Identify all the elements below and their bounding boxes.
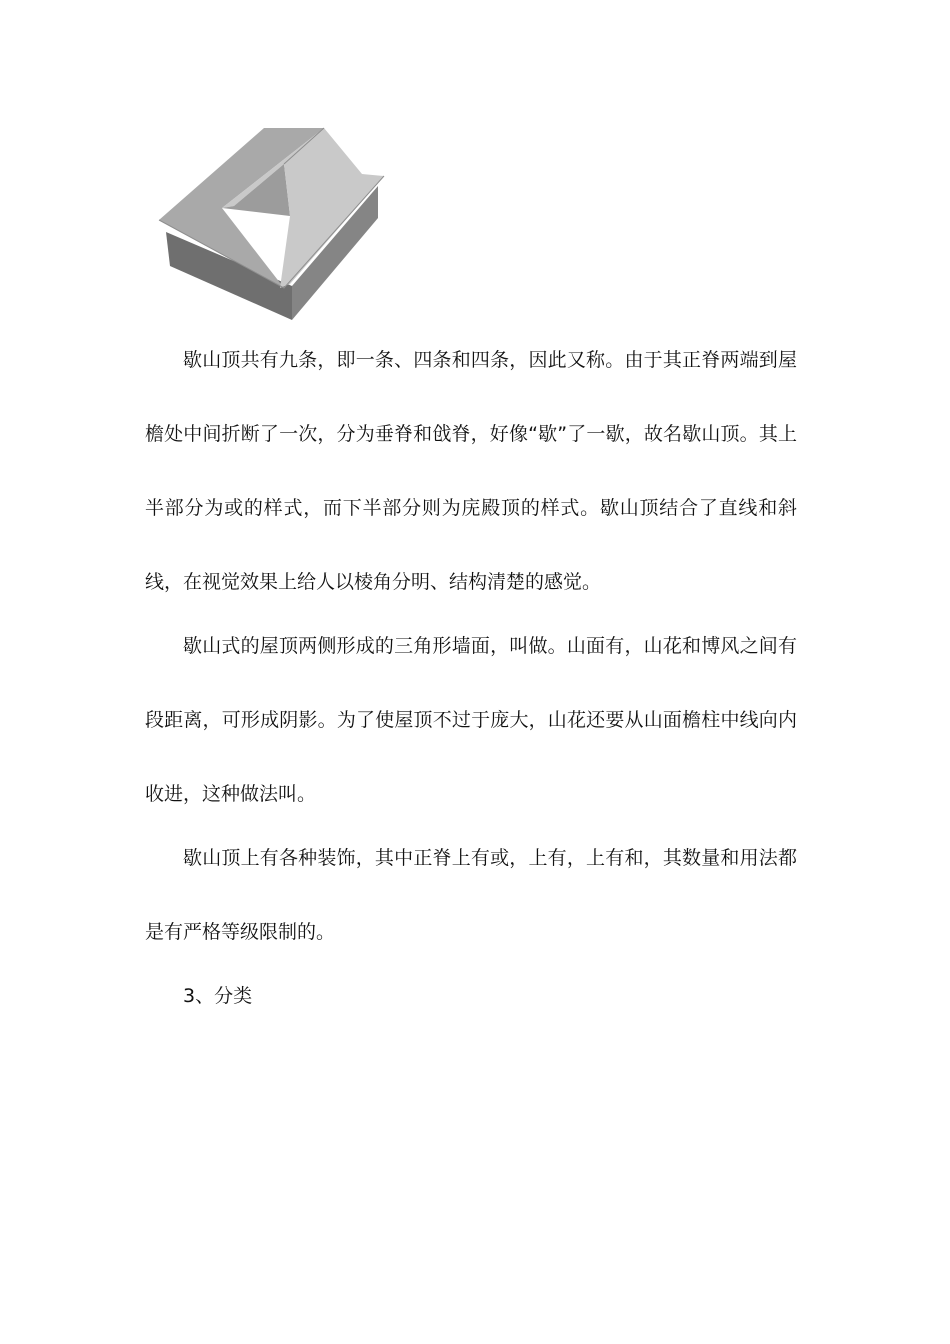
xieshan-roof-illustration-icon: [156, 124, 388, 324]
paragraph-2: 歇山式的屋顶两侧形成的三角形墙面，叫做。山面有，山花和博风之间有段距离，可形成阴影。为了使屋顶不过于庞大，山花还要从山面檐柱中线向内收进，这种做法叫。: [145, 635, 797, 805]
xieshan-roof-figure: [156, 124, 388, 324]
paragraph-3: 歇山顶上有各种装饰，其中正脊上有或，上有，上有和，其数量和用法都是有严格等级限制的。: [145, 847, 797, 943]
section-heading: 3、分类: [183, 985, 253, 1007]
paragraph-1: 歇山顶共有九条，即一条、四条和四条，因此又称。由于其正脊两端到屋檐处中间折断了一次，分为垂脊和戗脊，好像“歇”了一歇，故名歇山顶。其上半部分为或的样式，而下半部分则为庑殿顶的样式。歇山顶结合了直线和斜线，在视觉效果上给人以棱角分明、结构清楚的感觉。: [145, 349, 797, 593]
